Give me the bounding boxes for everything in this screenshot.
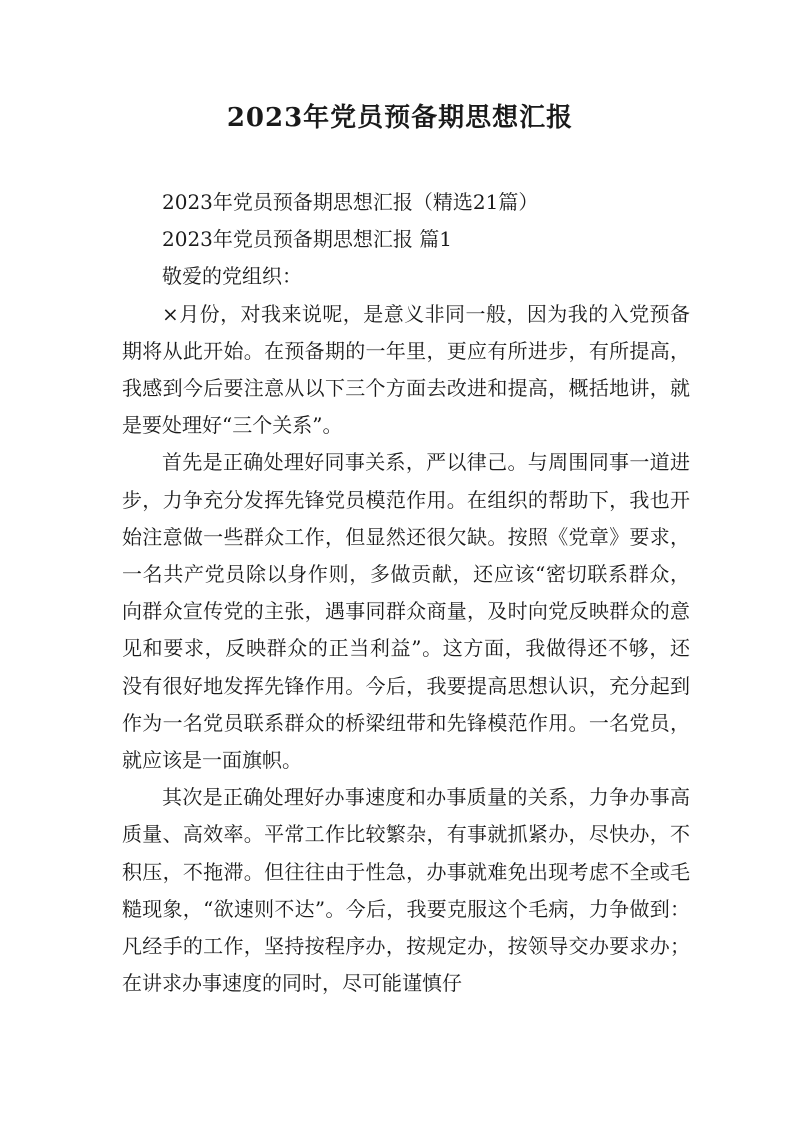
document-title: 2023年党员预备期思想汇报 xyxy=(226,103,574,133)
body-paragraph: ×月份，对我来说呢，是意义非同一般，因为我的入党预备期将从此开始。在预备期的一年里，更应有所进步，有所提高，我感到今后要注意从以下三个方面去改进和提高，概括地讲，就是要处理好“三个关系”。 xyxy=(122,301,690,438)
body-paragraph: 其次是正确处理好办事速度和办事质量的关系，力争办事高质量、高效率。平常工作比较繁杂，有事就抓紧办，尽快办，不积压，不拖滞。但往往由于性急，办事就难免出现考虑不全或毛糙现象，“欲速则不达”。今后，我要克服这个毛病，力争做到：凡经手的工作，坚持按程序办，按规定办，按领导交办要求办；在讲求办事速度的同时，尽可能谨慎仔 xyxy=(122,785,690,996)
body-paragraph: 首先是正确处理好同事关系，严以律己。与周围同事一道进步，力争充分发挥先锋党员模范作用。在组织的帮助下，我也开始注意做一些群众工作，但显然还很欠缺。按照《党章》要求，一名共产党员除以身作则，多做贡献，还应该“密切联系群众，向群众宣传党的主张，遇事同群众商量，及时向党反映群众的意见和要求，反映群众的正当利益”。这方面，我做得还不够，还没有很好地发挥先锋作用。今后，我要提高思想认识，充分起到作为一名党员联系群众的桥梁纽带和先锋模范作用。一名党员，就应该是一面旗帜。 xyxy=(122,450,690,773)
subtitle-line: 2023年党员预备期思想汇报（精选21篇） xyxy=(162,190,539,214)
salutation: 敬爱的党组织： xyxy=(162,264,302,289)
section-heading: 2023年党员预备期思想汇报 篇1 xyxy=(162,227,452,252)
document-body xyxy=(122,184,690,1002)
